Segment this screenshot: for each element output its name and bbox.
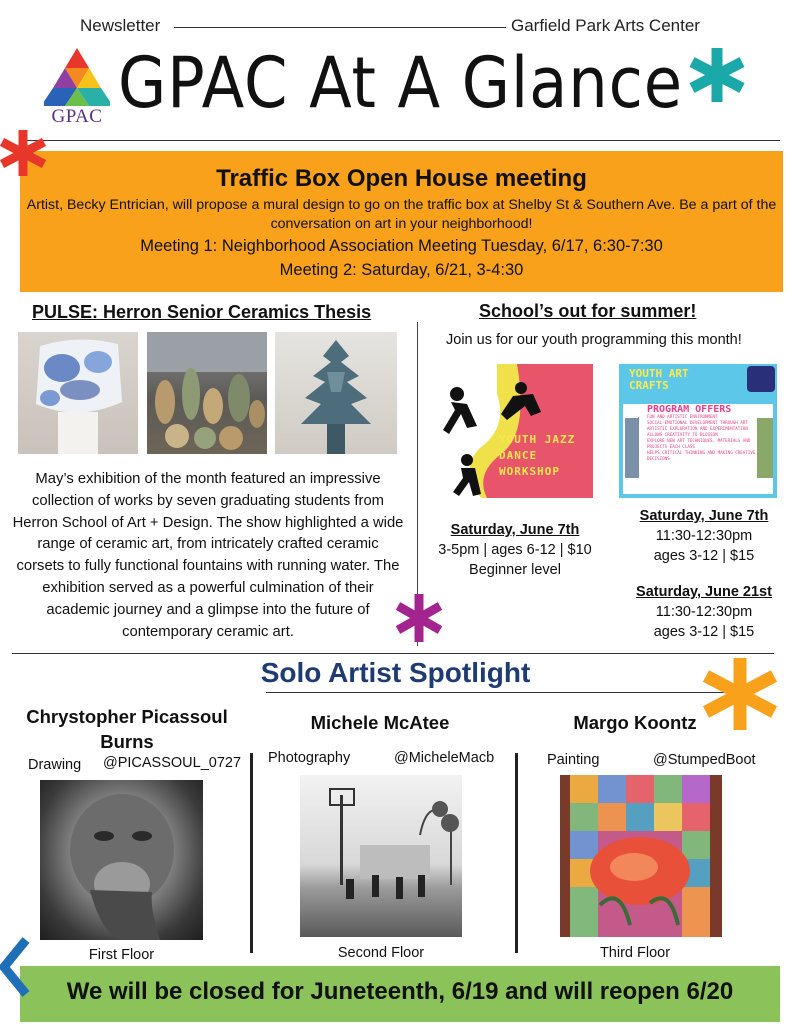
- drawing-artwork: [40, 780, 203, 940]
- artist-1-floor: First Floor: [88, 947, 155, 963]
- artist-3-floor: Third Floor: [599, 945, 671, 961]
- crafts-event-1: [617, 506, 791, 566]
- blue-chevron-left-icon: [0, 936, 32, 998]
- crafts-list-item: • EXPLORE NEW ART TECHNIQUES, MATERIALS AND PROJECTS EACH CLASS: [647, 438, 765, 450]
- pulse-heading: PULSE: Herron Senior Ceramics Thesis: [32, 302, 372, 322]
- jazz-event: [430, 520, 600, 580]
- crafts-event-2-time: 11:30-12:30pm: [655, 604, 753, 620]
- spotlight-rule: [266, 692, 736, 693]
- artist-2-floor: Second Floor: [337, 945, 425, 961]
- header-divider: [174, 27, 506, 28]
- photography-artwork: [300, 775, 462, 937]
- summer-heading: School’s out for summer!: [479, 301, 697, 321]
- magenta-asterisk-icon: [395, 592, 443, 644]
- traffic-box-body: Artist, Becky Entrician, will propose a mural design to go on the traffic box at Shelby St & Southern Ave. Be a part of the conversation on art in your neighborhood!: [26, 197, 777, 232]
- crafts-poster-list: [639, 414, 765, 462]
- orange-asterisk-icon: [700, 656, 780, 732]
- painting-artwork: [560, 775, 722, 937]
- logo-text: GPAC: [51, 106, 103, 127]
- teal-asterisk-icon: [688, 46, 746, 104]
- artist-1-medium: Drawing: [28, 757, 82, 773]
- crafts-list-item: • HELPS CRITICAL THINKING AND MAKING CREATIVE DECISIONS: [647, 450, 765, 462]
- jazz-event-level: Beginner level: [469, 562, 561, 578]
- triangle-logo-icon: [44, 46, 110, 108]
- artist-2-name: Michele McAtee: [310, 712, 450, 733]
- artist-divider: [515, 753, 518, 953]
- artist-2-handle: @MicheleMacb: [394, 750, 495, 766]
- traffic-box-heading: Traffic Box Open House meeting: [216, 165, 587, 192]
- youth-art-crafts-poster: [619, 364, 777, 498]
- crafts-poster-art-icon: [747, 366, 775, 392]
- corset-photo: [18, 332, 138, 454]
- spotlight-heading: Solo Artist Spotlight: [260, 657, 531, 688]
- section-rule: [12, 653, 774, 654]
- artist-2-medium: Photography: [268, 750, 351, 766]
- crafts-event-2-ages: ages 3-12 | $15: [653, 624, 755, 640]
- crafts-event-1-time: 11:30-12:30pm: [655, 528, 753, 544]
- artist-1-name: Chrystopher Picassoul Burns: [26, 706, 228, 752]
- artist-3-medium: Painting: [547, 752, 600, 768]
- traffic-box-section: [20, 151, 783, 292]
- page-title: GPAC At A Glance: [118, 42, 683, 124]
- crafts-list-item: • ALLOWS CREATIVITY TO BLOSSOM: [647, 432, 765, 438]
- newsletter-label: Newsletter: [80, 16, 161, 35]
- pulse-description: May’s exhibition of the month featured an impressive collection of works by seven graduating students from Herron School of Art + Design. The show highlighted a wide range of ceramic art, from intricately crafted ceramic corsets to fully functional fountains with running water. The exhibition served as a powerful culmination of their academic journey and a glimpse into the future of contemporary ceramic art.: [12, 471, 404, 640]
- fountain-photo: [275, 332, 397, 454]
- crafts-poster-photo-strip: [625, 418, 639, 478]
- crafts-event-1-ages: ages 3-12 | $15: [653, 548, 755, 564]
- meeting-1: Meeting 1: Neighborhood Association Meeting Tuesday, 6/17, 6:30-7:30: [140, 237, 663, 255]
- summer-intro: Join us for our youth programming this month!: [446, 332, 742, 348]
- juneteenth-closure-banner: [20, 966, 780, 1022]
- crafts-event-1-date: Saturday, June 7th: [639, 508, 769, 524]
- jazz-poster-text: YOUTH JAZZ DANCE WORKSHOP: [499, 433, 576, 478]
- header-rule: [20, 140, 780, 141]
- org-name: Garfield Park Arts Center: [511, 16, 700, 35]
- artist-divider: [250, 753, 253, 953]
- crafts-list-item: • SOCIAL-EMOTIONAL DEVELOPMENT THROUGH ART: [647, 420, 765, 426]
- crafts-poster-subtitle: PROGRAM OFFERS: [647, 404, 732, 415]
- artist-3-handle: @StumpedBoot: [653, 752, 756, 768]
- crafts-event-2: [617, 582, 791, 642]
- crafts-list-item: • ARTISTIC EXPLORATION AND EXPERIMENTATION: [647, 426, 765, 432]
- ceramics-vessels-photo: [147, 332, 267, 454]
- artist-1-handle: @PICASSOUL_0727: [103, 755, 242, 771]
- red-asterisk-icon: [0, 128, 48, 178]
- closure-text: We will be closed for Juneteenth, 6/19 and will reopen 6/20: [66, 978, 734, 1005]
- crafts-poster-photo-strip: [757, 418, 773, 478]
- crafts-event-2-date: Saturday, June 21st: [636, 584, 772, 600]
- meeting-2: Meeting 2: Saturday, 6/21, 3-4:30: [279, 261, 524, 279]
- jazz-event-details: 3-5pm | ages 6-12 | $10: [438, 542, 592, 558]
- jazz-event-date: Saturday, June 7th: [450, 522, 580, 538]
- jazz-workshop-poster: [437, 364, 593, 498]
- crafts-poster-title: YOUTH ART CRAFTS: [629, 367, 689, 392]
- artist-3-name: Margo Koontz: [573, 712, 697, 733]
- crafts-list-item: • FUN AND ARTISTIC ENVIRONMENT: [647, 414, 765, 420]
